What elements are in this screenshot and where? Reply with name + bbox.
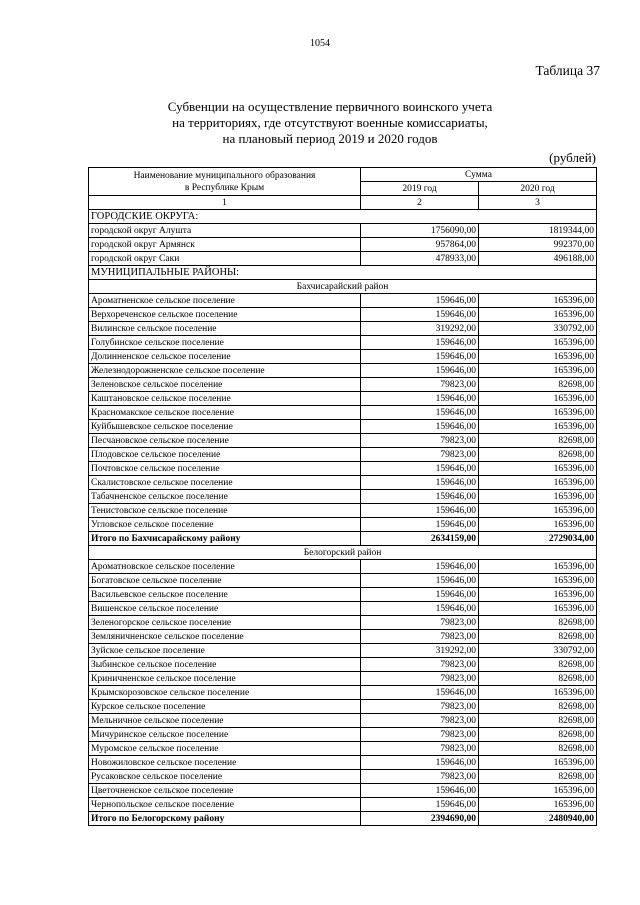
table-row [89,336,597,350]
row-name: Цветочненское сельское поселение [89,784,361,798]
row-value-2019: 79823,00 [361,448,479,462]
header-sum: Сумма [361,168,597,182]
total-row [89,812,597,826]
row-name: Угловское сельское поселение [89,518,361,532]
row-value-2020: 165396,00 [479,392,597,406]
district-heading-row [89,546,597,560]
row-value-2019: 159646,00 [361,784,479,798]
table-row [89,686,597,700]
row-value-2019: 159646,00 [361,462,479,476]
row-value-2019: 478933,00 [361,252,479,266]
row-name: городской округ Алушта [89,224,361,238]
table-row [89,742,597,756]
row-name: Мельничное сельское поселение [89,714,361,728]
row-value-2019: 79823,00 [361,672,479,686]
row-value-2020: 165396,00 [479,420,597,434]
table-row [89,784,597,798]
table-row [89,490,597,504]
row-value-2019: 159646,00 [361,406,479,420]
table-row [89,616,597,630]
row-value-2019: 159646,00 [361,350,479,364]
row-value-2020: 82698,00 [479,672,597,686]
table-row [89,602,597,616]
row-value-2019: 159646,00 [361,336,479,350]
row-value-2019: 159646,00 [361,574,479,588]
row-value-2019: 159646,00 [361,476,479,490]
row-value-2020: 82698,00 [479,616,597,630]
row-name: Железнодорожненское сельское поселение [89,364,361,378]
row-value-2020: 165396,00 [479,336,597,350]
row-value-2019: 79823,00 [361,630,479,644]
row-value-2019: 159646,00 [361,560,479,574]
unit-label: (рублей) [549,150,596,165]
table-row [89,714,597,728]
title-line: Субвенции на осуществление первичного воинского учета [167,99,493,114]
row-value-2020: 82698,00 [479,448,597,462]
row-value-2019: 79823,00 [361,658,479,672]
row-name: Красномакское сельское поселение [89,406,361,420]
row-value-2019: 159646,00 [361,588,479,602]
row-name: городской округ Саки [89,252,361,266]
table-row [89,238,597,252]
row-name: Богатовское сельское поселение [89,574,361,588]
row-value-2019: 159646,00 [361,504,479,518]
row-value-2019: 79823,00 [361,700,479,714]
row-name: Вилинское сельское поселение [89,322,361,336]
row-value-2020: 165396,00 [479,504,597,518]
table-row [89,420,597,434]
row-value-2020: 82698,00 [479,378,597,392]
row-value-2019: 159646,00 [361,392,479,406]
row-name: Куйбышевское сельское поселение [89,420,361,434]
row-name: Земляничненское сельское поселение [89,630,361,644]
row-value-2019: 79823,00 [361,714,479,728]
row-value-2019: 957864,00 [361,238,479,252]
row-name: Зуйское сельское поселение [89,644,361,658]
row-value-2020: 165396,00 [479,364,597,378]
row-name: Мичуринское сельское поселение [89,728,361,742]
row-value-2020: 82698,00 [479,630,597,644]
table-number: Таблица 37 [535,63,600,78]
row-value-2020: 82698,00 [479,728,597,742]
row-name: Криничненское сельское поселение [89,672,361,686]
row-value-2020: 165396,00 [479,294,597,308]
table-row [89,588,597,602]
page-number: 1054 [310,38,330,49]
row-name: Зеленогорское сельское поселение [89,616,361,630]
row-value-2020: 165396,00 [479,308,597,322]
row-value-2020: 330792,00 [479,644,597,658]
row-value-2020: 82698,00 [479,658,597,672]
row-value-2019: 159646,00 [361,518,479,532]
table-row [89,434,597,448]
table-row [89,560,597,574]
table-row [89,294,597,308]
row-name: Голубинское сельское поселение [89,336,361,350]
table-row [89,658,597,672]
row-value-2019: 159646,00 [361,364,479,378]
total-name: Итого по Белогорскому району [89,812,361,826]
section-heading-row [89,210,597,224]
total-row [89,532,597,546]
row-value-2019: 79823,00 [361,616,479,630]
title-line: на территориях, где отсутствуют военные комиссариаты, [172,115,488,130]
row-value-2020: 992370,00 [479,238,597,252]
row-value-2020: 82698,00 [479,714,597,728]
districts-section-title: МУНИЦИПАЛЬНЫЕ РАЙОНЫ: [89,266,597,280]
row-value-2019: 159646,00 [361,490,479,504]
table-row [89,322,597,336]
row-value-2020: 165396,00 [479,350,597,364]
row-value-2020: 165396,00 [479,784,597,798]
table-row [89,504,597,518]
row-value-2020: 165396,00 [479,756,597,770]
row-value-2019: 1756090,00 [361,224,479,238]
table-row [89,630,597,644]
row-name: Тенистовское сельское поселение [89,504,361,518]
total-value-2019: 2394690,00 [361,812,479,826]
row-name: Скалистовское сельское поселение [89,476,361,490]
document-title [60,99,600,147]
row-name: Плодовское сельское поселение [89,448,361,462]
table-row [89,672,597,686]
section-heading-row [89,266,597,280]
row-name: Крымскорозовское сельское поселение [89,686,361,700]
row-value-2019: 319292,00 [361,644,479,658]
row-value-2020: 1819344,00 [479,224,597,238]
row-name: Песчановское сельское поселение [89,434,361,448]
total-value-2020: 2480940,00 [479,812,597,826]
row-name: Новожиловское сельское поселение [89,756,361,770]
urban-section-title: ГОРОДСКИЕ ОКРУГА: [89,210,597,224]
row-value-2020: 165396,00 [479,588,597,602]
header-name-line2: в Республике Крым [184,182,265,193]
row-value-2020: 165396,00 [479,476,597,490]
subventions-table [88,167,597,826]
table-row [89,728,597,742]
row-value-2020: 165396,00 [479,798,597,812]
row-value-2020: 82698,00 [479,700,597,714]
table-row [89,350,597,364]
table-row [89,308,597,322]
table-row [89,700,597,714]
row-value-2020: 165396,00 [479,490,597,504]
table-row [89,476,597,490]
row-value-2019: 159646,00 [361,756,479,770]
total-value-2020: 2729034,00 [479,532,597,546]
row-name: Курское сельское поселение [89,700,361,714]
row-name: Зыбинское сельское поселение [89,658,361,672]
total-name: Итого по Бахчисарайскому району [89,532,361,546]
table-row [89,364,597,378]
index-cell: 3 [479,196,597,210]
table-row [89,224,597,238]
table-row [89,406,597,420]
row-value-2019: 159646,00 [361,686,479,700]
table-row [89,462,597,476]
row-value-2019: 79823,00 [361,378,479,392]
row-name: Васильевское сельское поселение [89,588,361,602]
header-year-2019: 2019 год [361,182,479,196]
table-row [89,798,597,812]
row-value-2020: 165396,00 [479,406,597,420]
header-row [89,168,597,182]
table-row [89,518,597,532]
table-row [89,574,597,588]
header-year-2020: 2020 год [479,182,597,196]
row-value-2019: 159646,00 [361,294,479,308]
row-value-2019: 79823,00 [361,770,479,784]
row-name: Чернопольское сельское поселение [89,798,361,812]
table-row [89,448,597,462]
row-value-2020: 165396,00 [479,574,597,588]
row-name: Зеленовское сельское поселение [89,378,361,392]
row-value-2020: 165396,00 [479,462,597,476]
row-name: Каштановское сельское поселение [89,392,361,406]
row-name: Табачненское сельское поселение [89,490,361,504]
row-name: Муромское сельское поселение [89,742,361,756]
row-value-2020: 82698,00 [479,742,597,756]
table-row [89,392,597,406]
row-value-2019: 159646,00 [361,602,479,616]
row-value-2020: 165396,00 [479,518,597,532]
index-cell: 1 [89,196,361,210]
table-row [89,378,597,392]
row-value-2020: 165396,00 [479,602,597,616]
row-value-2020: 82698,00 [479,770,597,784]
table-row [89,756,597,770]
row-value-2020: 82698,00 [479,434,597,448]
index-cell: 2 [361,196,479,210]
row-value-2019: 79823,00 [361,434,479,448]
row-value-2019: 159646,00 [361,798,479,812]
row-value-2019: 79823,00 [361,728,479,742]
row-value-2019: 319292,00 [361,322,479,336]
row-name: городской округ Армянск [89,238,361,252]
row-name: Ароматненское сельское поселение [89,294,361,308]
row-value-2019: 79823,00 [361,742,479,756]
table-row [89,770,597,784]
row-name: Вишенское сельское поселение [89,602,361,616]
district-title-bakhchisaray: Бахчисарайский район [89,280,597,294]
row-value-2019: 159646,00 [361,308,479,322]
row-name: Верхореченское сельское поселение [89,308,361,322]
row-name: Ароматновское сельское поселение [89,560,361,574]
row-value-2020: 496188,00 [479,252,597,266]
index-row [89,196,597,210]
row-name: Долинненское сельское поселение [89,350,361,364]
table-row [89,644,597,658]
row-name: Почтовское сельское поселение [89,462,361,476]
row-value-2019: 159646,00 [361,420,479,434]
header-name-cell [89,168,361,196]
title-line: на плановый период 2019 и 2020 годов [222,131,438,146]
table-row [89,252,597,266]
row-value-2020: 165396,00 [479,560,597,574]
district-heading-row [89,280,597,294]
district-title-belogorsk: Белогорский район [89,546,597,560]
row-value-2020: 330792,00 [479,322,597,336]
header-name-line1: Наименование муниципального образования [133,170,316,181]
total-value-2019: 2634159,00 [361,532,479,546]
row-value-2020: 165396,00 [479,686,597,700]
row-name: Русаковское сельское поселение [89,770,361,784]
